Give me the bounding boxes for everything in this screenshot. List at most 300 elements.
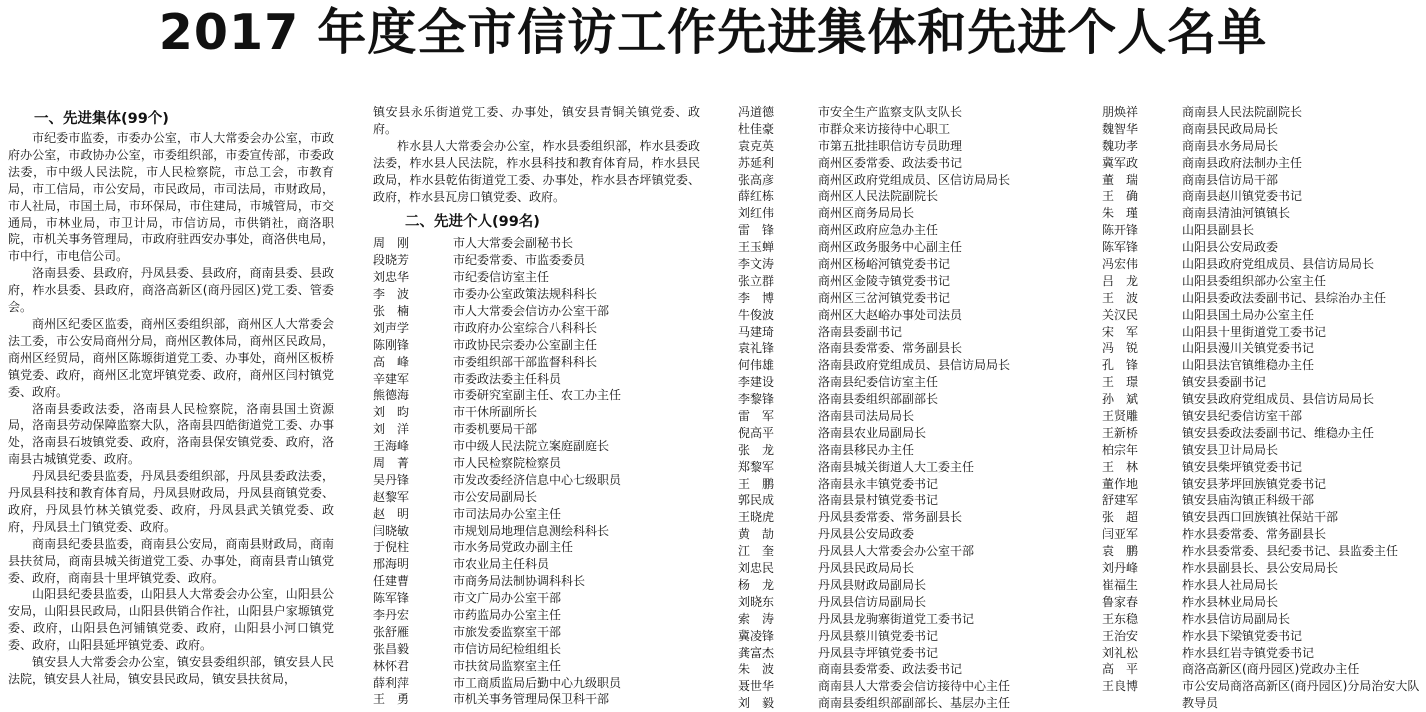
- person-position: 市工商质监局后勤中心九级职员: [453, 675, 622, 690]
- person-name: 雷 军: [738, 409, 775, 424]
- person-name: 魏智华: [1102, 121, 1139, 136]
- person-position: 丹凤县公安局政委: [818, 527, 915, 542]
- person-name: 李建设: [738, 375, 775, 390]
- person-position: 商南县人大常委会信访接待中心主任: [818, 679, 1011, 694]
- list-item: [1102, 172, 1426, 189]
- person-name: 刘 昀: [373, 405, 410, 420]
- person-position: 市纪委信访室主任: [453, 270, 550, 285]
- list-item: [1102, 374, 1426, 391]
- person-name: 刘忠华: [373, 270, 410, 285]
- person-position: 市委研究室副主任、农工办主任: [453, 388, 622, 403]
- person-name: 宋 军: [1102, 324, 1139, 339]
- person-name: 魏功孝: [1102, 138, 1139, 153]
- person-name: 何伟雄: [738, 358, 775, 373]
- person-position: 市规划局地理信息测绘科科长: [453, 523, 610, 538]
- list-item: [373, 556, 700, 573]
- list-item: [1102, 290, 1426, 307]
- person-position: 商州区政府应急办主任: [818, 223, 939, 238]
- person-position: 柞水县红岩寺镇党委书记: [1182, 645, 1315, 660]
- person-position: 市公安局商洛高新区(商丹园区)分局治安大队教导员: [1182, 679, 1420, 711]
- list-item: [738, 357, 1068, 374]
- person-position: 洛南县委组织部副部长: [818, 392, 939, 407]
- person-position: 商南县赵川镇党委书记: [1182, 189, 1303, 204]
- person-position: 山阳县国土局办公室主任: [1182, 307, 1315, 322]
- person-position: 镇安县委副书记: [1182, 375, 1267, 390]
- person-name: 冯 锐: [1102, 341, 1139, 356]
- person-name: 王 璟: [1102, 375, 1139, 390]
- list-item: [373, 252, 700, 269]
- person-name: 陈刚锋: [373, 337, 410, 352]
- list-item: [373, 320, 700, 337]
- list-item: [738, 459, 1068, 476]
- collective-paragraph: 商州区纪委区监委，商州区委组织部，商州区人大常委会法工委，市公安局商州分局，商州区教体局，商州区民政局，商州区经贸局，商州区陈塬街道党工委、办事处，商州区板桥镇党委、政府，商州区北宽坪镇党委、政府，商州区闫村镇党委、政府。: [8, 316, 334, 399]
- person-name: 陈军锋: [1102, 240, 1139, 255]
- person-position: 商南县信访局干部: [1182, 172, 1279, 187]
- person-position: 柞水县信访局副局长: [1182, 611, 1291, 626]
- section-heading-collectives: 一、先进集体(99个): [34, 111, 169, 127]
- person-position: 山阳县十里街道党工委书记: [1182, 324, 1327, 339]
- person-name: 王 确: [1102, 189, 1139, 204]
- list-item: [738, 324, 1068, 341]
- list-item: [738, 121, 1068, 138]
- person-position: 商南县委常委、政法委书记: [818, 662, 963, 677]
- column-4: [1102, 104, 1426, 712]
- list-item: [738, 476, 1068, 493]
- person-position: 市中级人民法院立案庭副庭长: [453, 439, 610, 454]
- person-name: 薛红栋: [738, 189, 775, 204]
- person-name: 王治安: [1102, 628, 1139, 643]
- person-name: 刘 洋: [373, 422, 410, 437]
- person-position: 市委机要局干部: [453, 422, 538, 437]
- person-name: 关汉民: [1102, 307, 1139, 322]
- person-name: 朱 瑾: [1102, 206, 1139, 221]
- person-name: 王 勇: [373, 692, 410, 707]
- person-name: 张舒雁: [373, 624, 410, 639]
- list-item: [738, 425, 1068, 442]
- person-name: 王东稳: [1102, 611, 1139, 626]
- collective-paragraph: 洛南县委政法委，洛南县人民检察院，洛南县国土资源局，洛南县劳动保障监察大队，洛南县四皓街道党工委、办事处，洛南县石坡镇党委、政府，洛南县保安镇党委、政府，洛南县古城镇党委、政府。: [8, 401, 334, 467]
- person-name: 李文涛: [738, 257, 775, 272]
- person-name: 闫晓敏: [373, 523, 410, 538]
- person-name: 王 鹏: [738, 476, 775, 491]
- list-item: [738, 222, 1068, 239]
- person-position: 市药监局办公室主任: [453, 608, 562, 623]
- person-name: 刘丹峰: [1102, 561, 1139, 576]
- person-name: 赵黎军: [373, 489, 410, 504]
- list-item: [1102, 476, 1426, 493]
- person-position: 商南县清油河镇镇长: [1182, 206, 1291, 221]
- person-position: 市扶贫局监察室主任: [453, 658, 562, 673]
- person-position: 商州区政务服务中心副主任: [818, 240, 963, 255]
- list-item: [373, 404, 700, 421]
- person-position: 丹凤县蔡川镇党委书记: [818, 628, 939, 643]
- list-item: [738, 492, 1068, 509]
- person-position: 商州区金陵寺镇党委书记: [818, 273, 951, 288]
- list-item: [373, 387, 700, 404]
- person-position: 镇安县庙沟镇正科级干部: [1182, 493, 1315, 508]
- person-name: 陈军锋: [373, 591, 410, 606]
- person-name: 刘 毅: [738, 696, 775, 711]
- list-item: [1102, 188, 1426, 205]
- person-name: 张高彦: [738, 172, 775, 187]
- person-name: 马建琦: [738, 324, 775, 339]
- person-position: 市安全生产监察支队支队长: [818, 105, 963, 119]
- person-name: 任建曹: [373, 574, 410, 589]
- person-position: 商州区政府党组成员、区信访局局长: [818, 172, 1011, 187]
- person-name: 王良博: [1102, 679, 1139, 694]
- list-item: [373, 371, 700, 388]
- person-position: 山阳县副县长: [1182, 223, 1255, 238]
- person-position: 市商务局法制协调科科长: [453, 574, 586, 589]
- person-position: 商州区委常委、政法委书记: [818, 155, 963, 170]
- column-1: [8, 104, 334, 712]
- person-position: 市人大常委会副秘书长: [453, 236, 574, 251]
- person-name: 李黎锋: [738, 392, 775, 407]
- list-item: [373, 675, 700, 692]
- person-name: 雷 锋: [738, 223, 775, 238]
- list-item: [738, 104, 1068, 121]
- person-position: 洛南县政府党组成员、县信访局局长: [818, 358, 1011, 373]
- person-name: 索 涛: [738, 611, 775, 626]
- person-position: 市纪委常委、市监委委员: [453, 253, 586, 268]
- list-item: [1102, 661, 1426, 678]
- list-item: [1102, 391, 1426, 408]
- person-name: 张 超: [1102, 510, 1139, 525]
- list-item: [373, 269, 700, 286]
- list-item: [1102, 678, 1426, 712]
- person-position: 市司法局办公室主任: [453, 506, 562, 521]
- person-name: 王玉蝉: [738, 240, 775, 255]
- person-name: 董 瑞: [1102, 172, 1139, 187]
- person-position: 山阳县委政法委副书记、县综治办主任: [1182, 290, 1387, 305]
- person-position: 市政府办公室综合八科科长: [453, 320, 598, 335]
- list-item: [738, 256, 1068, 273]
- person-name: 张 龙: [738, 442, 775, 457]
- person-name: 邢海明: [373, 557, 410, 572]
- person-position: 市发改委经济信息中心七级职员: [453, 472, 622, 487]
- person-name: 郑黎军: [738, 459, 775, 474]
- person-name: 林怀君: [373, 658, 410, 673]
- person-name: 袁克英: [738, 138, 775, 153]
- list-item: [1102, 645, 1426, 662]
- list-item: [373, 573, 700, 590]
- list-item: [1102, 408, 1426, 425]
- list-item: [738, 628, 1068, 645]
- person-name: 龚富杰: [738, 645, 775, 660]
- person-position: 丹凤县民政局局长: [818, 561, 915, 576]
- list-item: [1102, 222, 1426, 239]
- person-name: 崔福生: [1102, 577, 1139, 592]
- person-position: 市人民检察院检察员: [453, 456, 562, 471]
- list-item: [738, 239, 1068, 256]
- person-position: 洛南县城关街道人大工委主任: [818, 459, 975, 474]
- page-title: 2017 年度全市信访工作先进集体和先进个人名单: [158, 4, 1268, 61]
- person-position: 丹凤县财政局副局长: [818, 577, 927, 592]
- person-position: 镇安县委政法委副书记、维稳办主任: [1182, 425, 1375, 440]
- person-position: 商南县水务局局长: [1182, 138, 1279, 153]
- collective-paragraph: 山阳县纪委县监委，山阳县人大常委会办公室，山阳县公安局，山阳县民政局，山阳县供销合作社，山阳县户家塬镇党委、政府，山阳县色河铺镇党委、政府，山阳县小河口镇党委、政府，山阳县延坪镇党委、政府。: [8, 587, 334, 653]
- collective-paragraph: 洛南县委、县政府，丹凤县委、县政府，商南县委、县政府，柞水县委、县政府，商洛高新区(商丹园区)党工委、管委会。: [8, 266, 334, 315]
- list-item: [373, 539, 700, 556]
- list-item: [738, 307, 1068, 324]
- person-position: 商州区人民法院副院长: [818, 189, 939, 204]
- person-position: 商南县人民法院副院长: [1182, 105, 1303, 119]
- person-name: 刘忠民: [738, 561, 775, 576]
- person-position: 柞水县委常委、县纪委书记、县监委主任: [1182, 544, 1399, 559]
- list-item: [1102, 239, 1426, 256]
- list-item: [738, 138, 1068, 155]
- person-name: 薛利萍: [373, 675, 410, 690]
- list-item: [1102, 594, 1426, 611]
- list-item: [738, 340, 1068, 357]
- person-position: 市公安局副局长: [453, 489, 538, 504]
- person-position: 山阳县公安局政委: [1182, 240, 1279, 255]
- person-name: 王贤雕: [1102, 409, 1139, 424]
- list-item: [1102, 492, 1426, 509]
- person-position: 市群众来访接待中心职工: [818, 121, 951, 136]
- person-name: 杜佳豪: [738, 121, 775, 136]
- list-item: [373, 421, 700, 438]
- person-position: 山阳县委组织部办公室主任: [1182, 273, 1327, 288]
- person-name: 孙 斌: [1102, 392, 1139, 407]
- person-name: 袁 鹏: [1102, 544, 1139, 559]
- list-item: [738, 374, 1068, 391]
- person-position: 镇安县政府党组成员、县信访局局长: [1182, 392, 1375, 407]
- person-position: 市农业局主任科员: [453, 557, 550, 572]
- person-name: 王海峰: [373, 439, 410, 454]
- person-position: 镇安县西口回族镇社保站干部: [1182, 510, 1339, 525]
- list-item: [373, 590, 700, 607]
- person-position: 山阳县政府党组成员、县信访局局长: [1182, 257, 1375, 272]
- individual-list: [373, 235, 700, 708]
- person-name: 聂世华: [738, 679, 775, 694]
- person-name: 郭民成: [738, 493, 775, 508]
- person-position: 商州区杨峪河镇党委书记: [818, 257, 951, 272]
- person-position: 市第五批挂职信访专员助理: [818, 138, 963, 153]
- column-3: [738, 104, 1068, 712]
- list-item: [738, 205, 1068, 222]
- list-item: [373, 438, 700, 455]
- person-position: 商南县委组织部副部长、基层办主任: [818, 696, 1011, 711]
- list-item: [373, 523, 700, 540]
- list-item: [738, 442, 1068, 459]
- person-name: 高 平: [1102, 662, 1139, 677]
- person-position: 柞水县下梁镇党委书记: [1182, 628, 1303, 643]
- person-position: 商州区三岔河镇党委书记: [818, 290, 951, 305]
- collective-paragraph-continued: 镇安县永乐街道党工委、办事处，镇安县青铜关镇党委、政府。: [373, 105, 700, 136]
- person-name: 杨 龙: [738, 577, 775, 592]
- collective-paragraph: 商南县纪委县监委，商南县公安局，商南县财政局，商南县扶贫局，商南县城关街道党工委、办事处，商南县青山镇党委、政府，商南县十里坪镇党委、政府。: [8, 536, 334, 585]
- person-position: 洛南县农业局副局长: [818, 425, 927, 440]
- person-name: 段晓芳: [373, 253, 410, 268]
- list-item: [1102, 104, 1426, 121]
- person-name: 高 峰: [373, 354, 410, 369]
- column-2: [373, 104, 700, 712]
- list-item: [1102, 121, 1426, 138]
- list-item: [373, 489, 700, 506]
- person-name: 牛俊波: [738, 307, 775, 322]
- list-item: [738, 611, 1068, 628]
- person-position: 市文广局办公室干部: [453, 591, 562, 606]
- person-name: 张立群: [738, 273, 775, 288]
- person-position: 洛南县纪委信访室主任: [818, 375, 939, 390]
- list-item: [738, 273, 1068, 290]
- list-item: [1102, 155, 1426, 172]
- collective-paragraph: 丹凤县纪委县监委，丹凤县委组织部，丹凤县委政法委，丹凤县科技和教育体育局，丹凤县财政局，丹凤县商镇党委、政府，丹凤县竹林关镇党委、政府，丹凤县武关镇党委、政府，丹凤县土门镇党委、政府。: [8, 469, 334, 534]
- person-position: 柞水县委常委、常务副县长: [1182, 527, 1327, 542]
- list-item: [373, 472, 700, 489]
- person-position: 柞水县副县长、县公安局局长: [1182, 561, 1339, 576]
- list-item: [738, 577, 1068, 594]
- person-position: 洛南县委常委、常务副县长: [818, 341, 963, 356]
- list-item: [1102, 543, 1426, 560]
- person-position: 镇安县柴坪镇党委书记: [1182, 459, 1303, 474]
- person-name: 熊德海: [373, 388, 410, 403]
- person-position: 商南县民政局局长: [1182, 121, 1279, 136]
- person-name: 张 楠: [373, 304, 410, 318]
- person-position: 洛南县司法局局长: [818, 409, 915, 424]
- list-item: [373, 641, 700, 658]
- person-name: 张昌毅: [373, 641, 410, 656]
- list-item: [738, 290, 1068, 307]
- person-name: 李丹宏: [373, 608, 410, 623]
- list-item: [373, 455, 700, 472]
- person-name: 孔 锋: [1102, 358, 1139, 373]
- person-position: 市机关事务管理局保卫科干部: [453, 692, 610, 707]
- section-heading-individuals: 二、先进个人(99名): [405, 214, 540, 231]
- person-name: 董作地: [1102, 476, 1139, 491]
- person-position: 商南县政府法制办主任: [1182, 155, 1303, 170]
- collective-paragraph: 镇安县人大常委会办公室，镇安县委组织部，镇安县人民法院，镇安县人社局，镇安县民政局，镇安县扶贫局，: [8, 655, 334, 686]
- person-position: 商州区大赵峪办事处司法员: [818, 307, 963, 322]
- list-item: [1102, 560, 1426, 577]
- person-name: 冀军政: [1102, 155, 1139, 170]
- person-position: 丹凤县委常委、常务副县长: [818, 510, 963, 525]
- person-position: 市委办公室政策法规科科长: [453, 287, 598, 302]
- list-item: [738, 645, 1068, 662]
- person-name: 冀凌锋: [738, 628, 775, 643]
- person-name: 王新桥: [1102, 425, 1139, 440]
- list-item: [1102, 273, 1426, 290]
- person-name: 朋焕祥: [1102, 105, 1139, 119]
- person-name: 刘晓东: [738, 594, 775, 609]
- person-name: 辛建军: [373, 371, 410, 386]
- person-name: 舒建军: [1102, 493, 1139, 508]
- person-position: 商州区商务局局长: [818, 206, 915, 221]
- individual-list: [1102, 104, 1426, 712]
- person-name: 袁礼锋: [738, 341, 775, 356]
- list-item: [1102, 307, 1426, 324]
- list-item: [373, 286, 700, 303]
- person-position: 洛南县永丰镇党委书记: [818, 476, 939, 491]
- person-position: 市委组织部干部监督科科长: [453, 354, 598, 369]
- list-item: [738, 172, 1068, 189]
- person-position: 市旅发委监察室干部: [453, 624, 562, 639]
- person-name: 李 波: [373, 287, 410, 302]
- list-item: [373, 691, 700, 708]
- individual-list: [738, 104, 1068, 712]
- person-position: 山阳县漫川关镇党委书记: [1182, 341, 1315, 356]
- person-position: 市信访局纪检组组长: [453, 641, 562, 656]
- list-item: [1102, 205, 1426, 222]
- person-name: 柏宗年: [1102, 442, 1139, 457]
- list-item: [1102, 357, 1426, 374]
- person-position: 丹凤县龙驹寨街道党工委书记: [818, 611, 975, 626]
- person-name: 朱 波: [738, 662, 775, 677]
- person-position: 丹凤县人大常委会办公室干部: [818, 544, 975, 559]
- person-name: 吕 龙: [1102, 273, 1139, 288]
- person-position: 市干休所副所长: [453, 405, 538, 420]
- list-item: [373, 607, 700, 624]
- list-item: [738, 560, 1068, 577]
- person-name: 闫亚军: [1102, 527, 1139, 542]
- list-item: [373, 506, 700, 523]
- person-position: 镇安县茅坪回族镇党委书记: [1182, 476, 1327, 491]
- person-name: 刘声学: [373, 320, 410, 335]
- person-name: 王晓虎: [738, 510, 775, 525]
- person-position: 洛南县景村镇党委书记: [818, 493, 939, 508]
- list-item: [738, 391, 1068, 408]
- person-position: 山阳县法官镇维稳办主任: [1182, 358, 1315, 373]
- list-item: [373, 337, 700, 354]
- person-position: 柞水县林业局局长: [1182, 594, 1279, 609]
- person-name: 陈开锋: [1102, 223, 1139, 238]
- list-item: [738, 661, 1068, 678]
- list-item: [373, 624, 700, 641]
- person-position: 市委政法委主任科员: [453, 371, 562, 386]
- list-item: [738, 408, 1068, 425]
- list-item: [1102, 577, 1426, 594]
- list-item: [1102, 628, 1426, 645]
- list-item: [738, 695, 1068, 712]
- person-position: 市水务局党政办副主任: [453, 540, 574, 555]
- person-name: 赵 明: [373, 506, 410, 521]
- person-name: 苏延利: [738, 155, 775, 170]
- person-name: 周 菁: [373, 456, 410, 471]
- list-item: [1102, 459, 1426, 476]
- person-name: 刘礼松: [1102, 645, 1139, 660]
- person-position: 洛南县委副书记: [818, 324, 903, 339]
- list-item: [1102, 256, 1426, 273]
- person-position: 镇安县纪委信访室干部: [1182, 409, 1303, 424]
- collective-paragraph: 柞水县人大常委会办公室，柞水县委组织部，柞水县委政法委，柞水县人民法院，柞水县科技和教育体育局，柞水县民政局，柞水县乾佑街道党工委、办事处，柞水县杏坪镇党委、政府，柞水县瓦房口镇党委、政府。: [373, 138, 700, 204]
- collective-paragraph: 市纪委市监委，市委办公室，市人大常委会办公室，市政府办公室，市政协办公室，市委组织部，市委宣传部，市委政法委，市中级人民法院，市人民检察院，市总工会，市教育局，市工信局，市公安局，市民政局，市司法局，市财政局，市人社局，市国土局，市环保局，市住建局，市城管局，市交通局，市林业局，市卫计局，市信访局，市供销社，商洛职院，市机关事务管理局，市政府驻西安办事处，商洛供电局，市中行，市电信公司。: [8, 131, 334, 264]
- list-item: [1102, 324, 1426, 341]
- list-item: [373, 235, 700, 252]
- list-item: [1102, 340, 1426, 357]
- person-name: 王 林: [1102, 459, 1139, 474]
- person-position: 柞水县人社局局长: [1182, 577, 1279, 592]
- list-item: [738, 543, 1068, 560]
- person-name: 鲁家春: [1102, 594, 1139, 609]
- person-name: 吴丹锋: [373, 472, 410, 487]
- list-item: [1102, 138, 1426, 155]
- list-item: [1102, 442, 1426, 459]
- list-item: [373, 658, 700, 675]
- list-item: [373, 354, 700, 371]
- person-position: 市政协民宗委办公室副主任: [453, 337, 598, 352]
- person-position: 洛南县移民办主任: [818, 442, 915, 457]
- person-name: 周 刚: [373, 236, 410, 251]
- person-name: 江 奎: [738, 544, 775, 559]
- person-name: 刘红伟: [738, 206, 775, 221]
- list-item: [373, 303, 700, 320]
- person-position: 丹凤县寺坪镇党委书记: [818, 645, 939, 660]
- person-name: 冯宏伟: [1102, 257, 1139, 272]
- list-item: [738, 188, 1068, 205]
- person-name: 黄 劼: [738, 527, 775, 542]
- person-position: 丹凤县信访局副局长: [818, 594, 927, 609]
